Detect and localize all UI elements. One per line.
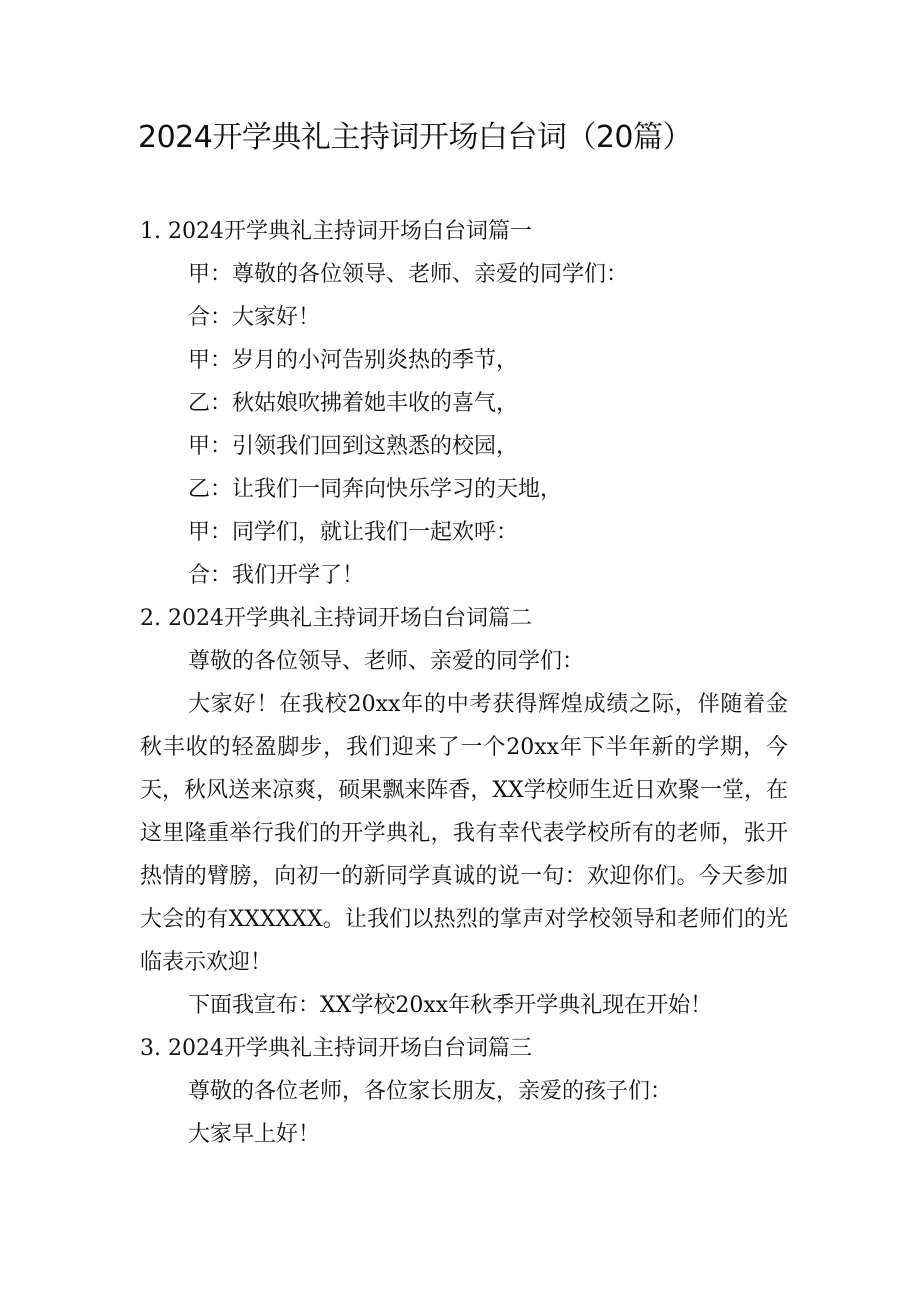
- greeting-line: 大家早上好！: [188, 1122, 321, 1147]
- body-paragraph: 大家好！在我校20xx年的中考获得辉煌成绩之际，伴随着金秋丰收的轻盈脚步，我们迎来了一个20xx年下半年新的学期，今天，秋风送来凉爽，硕果飘来阵香，XX学校师生近日欢聚一堂，在这里隆重举行我们的开学典礼，我有幸代表学校所有的老师，张开热情的臂膀，向初一的新同学真诚的说一句：欢迎你们。今天参加大会的有XXXXXX。让我们以热烈的掌声对学校领导和老师们的光临表示欢迎！: [140, 692, 788, 975]
- dialogue-line: 甲：尊敬的各位领导、老师、亲爱的同学们：: [188, 262, 629, 287]
- section-heading-2: 2. 2024开学典礼主持词开场白台词篇二: [140, 606, 532, 631]
- section-heading-3: 3. 2024开学典礼主持词开场白台词篇三: [140, 1036, 532, 1061]
- closing-line: 下面我宣布：XX学校20xx年秋季开学典礼现在开始！: [188, 993, 713, 1018]
- document-title: 2024开学典礼主持词开场白台词（20篇）: [138, 120, 693, 155]
- dialogue-line: 甲：引领我们回到这熟悉的校园，: [188, 434, 519, 459]
- dialogue-line: 乙：让我们一同奔向快乐学习的天地，: [188, 477, 563, 502]
- dialogue-line: 合：大家好！: [188, 305, 321, 330]
- section-heading-1: 1. 2024开学典礼主持词开场白台词篇一: [140, 219, 532, 244]
- dialogue-line: 甲：同学们，就让我们一起欢呼：: [188, 520, 519, 545]
- document-body: [140, 210, 788, 1156]
- greeting-line: 尊敬的各位领导、老师、亲爱的同学们：: [188, 649, 585, 674]
- greeting-line: 尊敬的各位老师，各位家长朋友，亲爱的孩子们：: [188, 1079, 673, 1104]
- dialogue-line: 乙：秋姑娘吹拂着她丰收的喜气，: [188, 391, 519, 416]
- dialogue-line: 合：我们开学了！: [188, 563, 365, 588]
- dialogue-line: 甲：岁月的小河告别炎热的季节，: [188, 348, 519, 373]
